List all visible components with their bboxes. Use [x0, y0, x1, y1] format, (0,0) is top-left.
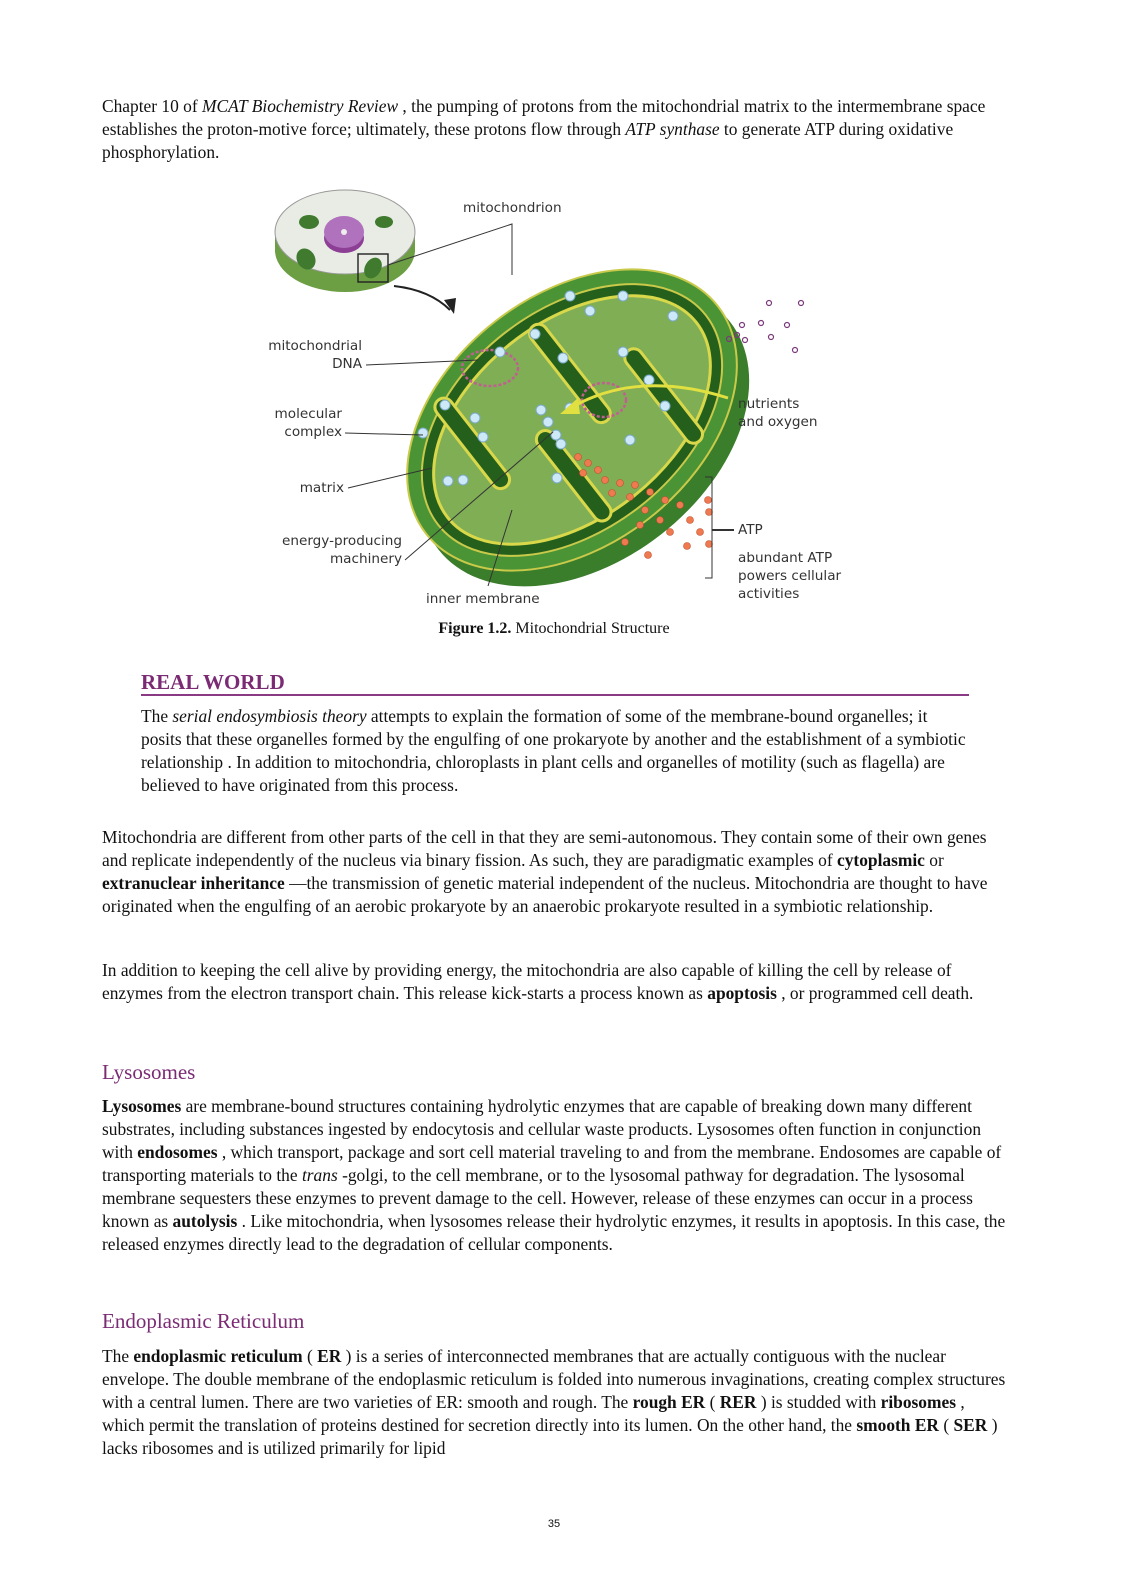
- label-nutrients-oxygen: [738, 395, 818, 431]
- bold-term: autolysis: [172, 1211, 238, 1231]
- text-run: ) is a series of interconnected membranes that are actually contiguous with the nuclear envelope. The double membrane of the endoplasmic reticulum is folded into numerous invaginations, creating complex structures with a central lumen. There are two varieties of ER: smooth and rough. The: [102, 1346, 1006, 1412]
- er-heading: Endoplasmic Reticulum: [102, 1309, 305, 1333]
- text-run: (: [939, 1415, 954, 1435]
- italic-term: MCAT Biochemistry Review: [201, 96, 399, 116]
- label-line: machinery: [329, 551, 402, 567]
- label-inner-membrane: inner membrane: [426, 591, 540, 607]
- text-run: ) lacks ribosomes and is utilized primarily for lipid: [102, 1415, 998, 1458]
- label-matrix: matrix: [299, 480, 344, 496]
- caption-text: Mitochondrial Structure: [511, 620, 670, 637]
- text-run: Chapter 10 of: [102, 96, 202, 116]
- page-number: 35: [547, 1518, 561, 1530]
- text-run: to generate ATP during oxidative phosphorylation.: [102, 119, 954, 162]
- text-run: , which permit the translation of proteins destined for secretion directly into its lumen. On the other hand, the: [102, 1392, 965, 1435]
- bold-term: extranuclear inheritance: [102, 873, 285, 893]
- semi-autonomous-paragraph: [102, 826, 1007, 918]
- label-line: activities: [738, 586, 800, 602]
- label-molecular-complex: [200, 405, 342, 441]
- mitochondrion-illustration: [0, 0, 1122, 660]
- lysosomes-heading: Lysosomes: [102, 1060, 196, 1084]
- figure-caption: [0, 620, 1108, 638]
- text-run: , the pumping of protons from the mitochondrial matrix to the intermembrane space establishes the proton-motive force; ultimately, these protons flow through: [102, 96, 986, 139]
- text-run: , which transport, package and sort cell material traveling to and from the membrane. Endosomes are capable of transporting materials to the: [102, 1142, 1002, 1185]
- label-line: powers cellular: [738, 568, 842, 584]
- text-run: (: [705, 1392, 720, 1412]
- bold-term: Lysosomes: [102, 1096, 182, 1116]
- text-run: The: [141, 706, 173, 726]
- bold-term: apoptosis: [707, 983, 777, 1003]
- italic-term: trans: [301, 1165, 338, 1185]
- bold-term: SER: [953, 1415, 988, 1435]
- caption-number: Figure 1.2.: [438, 620, 512, 637]
- text-run: . Like mitochondria, when lysosomes release their hydrolytic enzymes, it results in apoptosis. In this case, the released enzymes directly lead to the degradation of cellular components.: [102, 1211, 1006, 1254]
- text-run: or: [924, 850, 944, 870]
- apoptosis-paragraph: [102, 959, 1007, 1005]
- label-line: energy-producing: [281, 533, 402, 549]
- label-line: mitochondrial: [268, 338, 362, 354]
- bold-term: smooth ER: [856, 1415, 939, 1435]
- text-run: The: [102, 1346, 134, 1366]
- label-line: molecular: [274, 406, 342, 422]
- bold-term: endosomes: [137, 1142, 218, 1162]
- italic-term: ATP synthase: [625, 119, 720, 139]
- text-run: are membrane-bound structures containing hydrolytic enzymes that are capable of breaking down many different substrates, including substances ingested by endocytosis and cellular waste products. Lysosomes often function in conjunction with: [102, 1096, 982, 1162]
- label-line: DNA: [332, 356, 362, 372]
- text-run: attempts to explain the formation of some of the membrane-bound organelles; it posits that these organelles formed by the engulfing of one prokaryote by another and the establishment of a symbiotic relationship . In addition to mitochondria, chloroplasts in plant cells and organelles of motility (such as flagella) are believed to have originated from this process.: [141, 706, 966, 795]
- real-world-paragraph: [141, 705, 971, 797]
- label-energy-producing-machinery: [200, 532, 402, 568]
- text-run: -golgi, to the cell membrane, or to the lysosomal pathway for degradation. The lysosomal membrane sequesters these enzymes to prevent damage to the cell. However, release of these enzymes can occur in a process known as: [102, 1165, 973, 1231]
- text-run: (: [302, 1346, 318, 1366]
- label-line: abundant ATP: [738, 550, 833, 566]
- italic-term: serial endosymbiosis theory: [172, 706, 367, 726]
- text-run: —the transmission of genetic material independent of the nucleus. Mitochondria are thought to have originated when the engulfing of an aerobic prokaryote by an anaerobic prokaryote resulted in a symbiotic relationship.: [102, 873, 988, 916]
- label-line: complex: [284, 424, 342, 440]
- text-run: Mitochondria are different from other parts of the cell in that they are semi-autonomous. They contain some of their own genes and replicate independently of the nucleus via binary fission. As such, they are paradigmatic examples of: [102, 827, 987, 870]
- bold-term: rough ER: [632, 1392, 706, 1412]
- label-line: and oxygen: [738, 414, 818, 430]
- real-world-divider: [141, 694, 969, 696]
- label-mitochondrial-dna: [200, 337, 362, 373]
- text-run: ) is studded with: [756, 1392, 881, 1412]
- cell-icon: [275, 190, 415, 292]
- bold-term: RER: [719, 1392, 757, 1412]
- label-atp: ATP: [738, 522, 763, 538]
- er-paragraph: [102, 1345, 1007, 1460]
- text-run: In addition to keeping the cell alive by providing energy, the mitochondria are also capable of killing the cell by release of enzymes from the electron transport chain. This release kick-starts a process known as: [102, 960, 952, 1003]
- bold-term: endoplasmic reticulum: [133, 1346, 303, 1366]
- bold-term: cytoplasmic: [837, 850, 925, 870]
- bold-term: ribosomes: [880, 1392, 956, 1412]
- label-mitochondrion: mitochondrion: [463, 200, 562, 216]
- label-line: nutrients: [738, 396, 800, 412]
- lysosomes-paragraph: [102, 1095, 1007, 1256]
- bold-term: ER: [317, 1346, 342, 1366]
- text-run: , or programmed cell death.: [776, 983, 974, 1003]
- label-abundant-atp: [738, 549, 841, 603]
- real-world-heading: REAL WORLD: [141, 670, 285, 694]
